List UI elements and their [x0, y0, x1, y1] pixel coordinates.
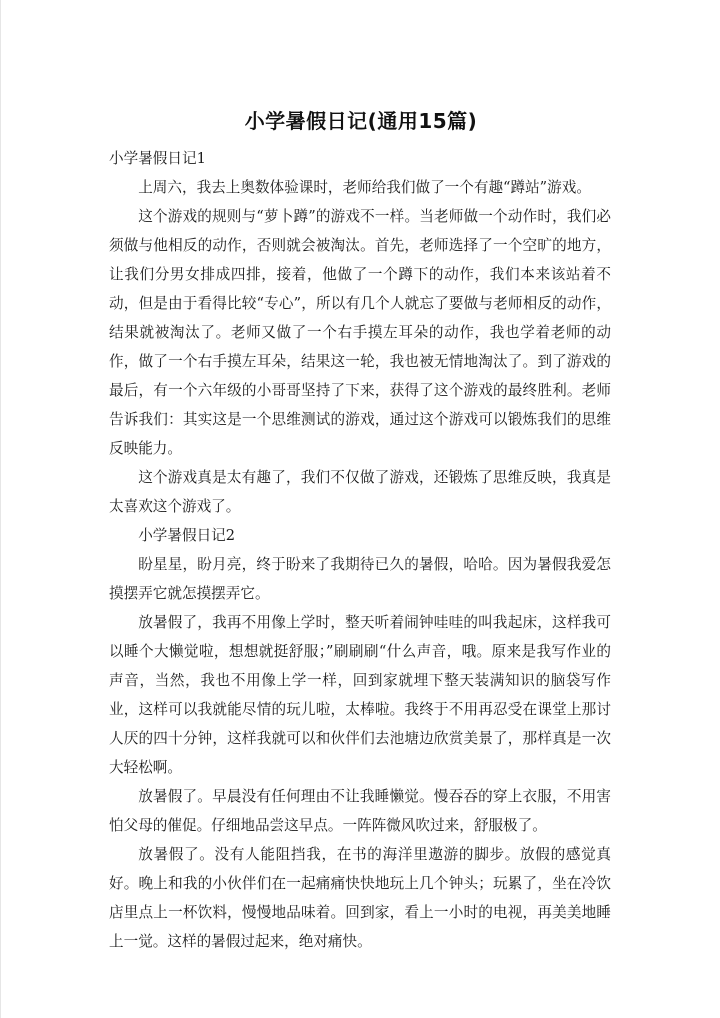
document-title: 小学暑假日记(通用15篇) — [244, 109, 478, 133]
document-body — [109, 144, 611, 956]
diary-heading-1: 小学暑假日记1 — [109, 150, 206, 167]
paragraph: 放暑假了，我再不用像上学时，整天听着闹钟哇哇的叫我起床，这样我可以睡个大懒觉啦，想想就挺舒服；”刷刷刷“什么声音，哦。原来是我写作业的声音，当然，我也不用像上学一样，回到家就埋下整天装满知识的脑袋写作业，这样可以我就能尽情的玩儿啦，太棒啦。我终于不用再忍受在课堂上那讨人厌的四十分钟，这样我就可以和伙伴们去池塘边欣赏美景了，那样真是一次大轻松啊。 — [109, 614, 611, 776]
paragraph: 这个游戏的规则与“萝卜蹲”的游戏不一样。当老师做一个动作时，我们必须做与他相反的动作，否则就会被淘汰。首先，老师选择了一个空旷的地方，让我们分男女排成四排，接着，他做了一个蹲下的动作，我们本来该站着不动，但是由于看得比较“专心”，所以有几个人就忘了要做与老师相反的动作，结果就被淘汰了。老师又做了一个右手摸左耳朵的动作，我也学着老师的动作，做了一个右手摸左耳朵，结果这一轮，我也被无情地淘汰了。到了游戏的最后，有一个六年级的小哥哥坚持了下来，获得了这个游戏的最终胜利。老师告诉我们：其实这是一个思维测试的游戏，通过这个游戏可以锻炼我们的思维反映能力。 — [109, 208, 611, 457]
paragraph: 放暑假了。没有人能阻挡我，在书的海洋里遨游的脚步。放假的感觉真好。晚上和我的小伙伴们在一起痛痛快快地玩上几个钟头；玩累了，坐在冷饮店里点上一杯饮料，慢慢地品味着。回到家，看上一小时的电视，再美美地睡上一觉。这样的暑假过起来，绝对痛快。 — [109, 846, 611, 950]
paragraph: 这个游戏真是太有趣了，我们不仅做了游戏，还锻炼了思维反映，我真是太喜欢这个游戏了。 — [109, 469, 611, 515]
diary-heading-2: 小学暑假日记2 — [138, 527, 236, 544]
paragraph: 上周六，我去上奥数体验课时，老师给我们做了一个有趣“蹲站”游戏。 — [138, 179, 591, 196]
paragraph: 放暑假了。早晨没有任何理由不让我睡懒觉。慢吞吞的穿上衣服，不用害怕父母的催促。仔细地品尝这早点。一阵阵微风吹过来，舒服极了。 — [109, 788, 611, 834]
paragraph: 盼星星，盼月亮，终于盼来了我期待已久的暑假，哈哈。因为暑假我爱怎摸摆弄它就怎摸摆弄它。 — [109, 556, 611, 602]
